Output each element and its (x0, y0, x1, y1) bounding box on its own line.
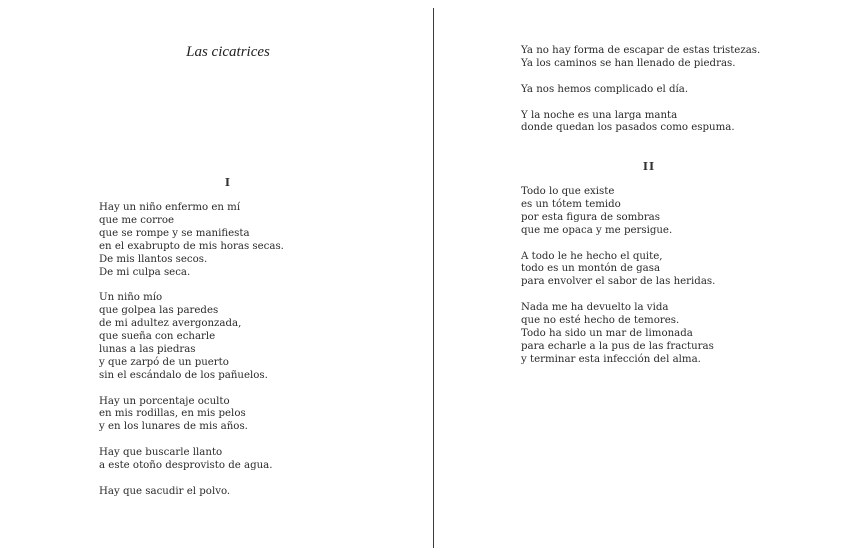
poem-line: Nada me ha devuelto la vida (521, 302, 669, 314)
poem-line: y terminar esta infección del alma. (521, 353, 701, 365)
stanza (99, 202, 284, 279)
stanza (521, 110, 760, 136)
poem-line: Ya no hay forma de escapar de estas tristezas. (521, 45, 761, 56)
stanza (521, 186, 715, 238)
poem-line: que me corroe (99, 214, 175, 226)
poem-line: por esta figura de sombras (521, 211, 660, 223)
poem-line: de mi adultez avergonzada, (99, 318, 242, 330)
poem-line: Hay un porcentaje oculto (99, 395, 230, 407)
poem-line: donde quedan los pasados como espuma. (521, 122, 735, 134)
stanza (521, 45, 760, 71)
poem-line: y que zarpó de un puerto (99, 356, 229, 368)
poem-line: De mi culpa seca. (99, 266, 191, 278)
right-poem-body (521, 186, 715, 367)
poem-line: Ya los caminos se han llenado de piedras. (521, 57, 736, 69)
poem-line: A todo le he hecho el quite, (521, 250, 663, 262)
poem-line: para envolver el sabor de las heridas. (521, 276, 716, 288)
right-poem-continuation (521, 45, 760, 135)
stanza (99, 486, 284, 499)
stanza (99, 396, 284, 435)
page-gutter-divider (433, 8, 434, 548)
poem-line: a este otoño desprovisto de agua. (99, 460, 273, 472)
poem-line: Hay que buscarle llanto (99, 447, 223, 459)
poem-line: todo es un montón de gasa (521, 263, 661, 275)
poem-line: es un tótem temido (521, 198, 621, 210)
section-numeral-ii: II (642, 160, 656, 173)
poem-line: Un niño mío (99, 292, 163, 304)
poem-line: que me opaca y me persigue. (521, 224, 673, 236)
poem-line: De mis llantos secos. (99, 253, 208, 265)
poem-line: en mis rodillas, en mis pelos (99, 408, 246, 420)
stanza (99, 447, 284, 473)
left-poem-body (99, 202, 284, 499)
poem-line: Y la noche es una larga manta (521, 109, 678, 121)
stanza (99, 292, 284, 382)
section-numeral-i: I (224, 176, 232, 189)
poem-line: Todo ha sido un mar de limonada (521, 327, 693, 339)
poem-line: Hay que sacudir el polvo. (99, 485, 231, 497)
stanza (521, 302, 715, 367)
stanza (521, 251, 715, 290)
poem-line: que no esté hecho de temores. (521, 315, 680, 327)
poem-line: en el exabrupto de mis horas secas. (99, 240, 284, 252)
poem-line: que sueña con echarle (99, 331, 216, 343)
stanza (521, 84, 760, 97)
poem-title: Las cicatrices (186, 44, 270, 60)
poem-line: que se rompe y se manifiesta (99, 227, 250, 239)
poem-line: Todo lo que existe (521, 186, 615, 197)
poem-line: y en los lunares de mis años. (99, 421, 248, 433)
poem-line: Ya nos hemos complicado el día. (521, 83, 689, 95)
poem-line: sin el escándalo de los pañuelos. (99, 369, 268, 381)
poem-line: Hay un niño enfermo en mí (99, 202, 241, 213)
poem-line: para echarle a la pus de las fracturas (521, 340, 714, 352)
poem-line: que golpea las paredes (99, 305, 219, 317)
poem-line: lunas a las piedras (99, 343, 196, 355)
